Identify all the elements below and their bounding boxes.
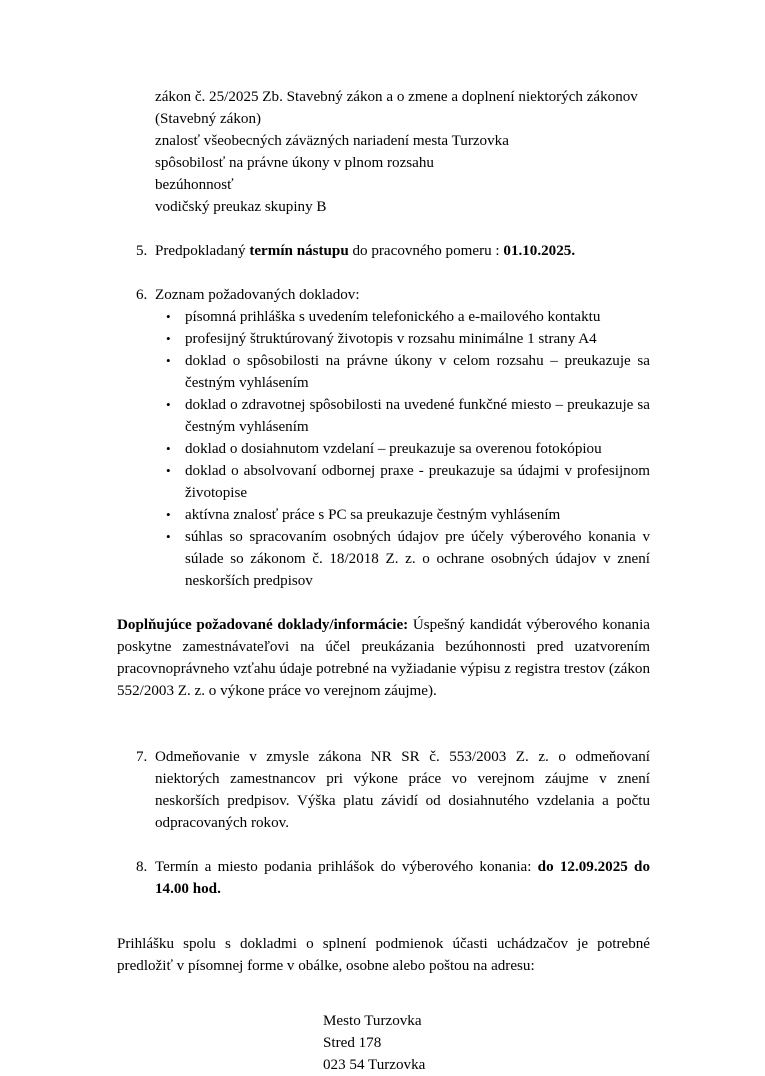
supplementary-paragraph-body: Úspešný kandidát výberového konania poskytne zamestnávateľovi na účel preukázania bezúhonnosti pred uzatvorením pracovnoprávneho vzťahu údaje potrebné na vyžiadanie výpisu z registra trestov (zákon 552/2003 Z. z. o výkone práce vo verejnom záujme). bbox=[117, 617, 650, 699]
item-body: Odmeňovanie v zmysle zákona NR SR č. 553/2003 Z. z. o odmeňovaní niektorých zamestnancov pri výkone práce vo verejnom záujme v znení neskorších predpisov. Výška platu závidí od dosiahnutého vzdelania a počtu odpracovaných rokov. bbox=[155, 749, 650, 831]
spacer bbox=[117, 900, 650, 933]
requirement-line: vodičský preukaz skupiny B bbox=[155, 199, 327, 215]
address-line-street: Stred 178 bbox=[323, 1035, 382, 1051]
list-item: • písomná prihláška s uvedením telefonického a e-mailového kontaktu bbox=[185, 306, 650, 328]
item-body bbox=[155, 856, 650, 900]
address-line-city: 023 54 Turzovka bbox=[323, 1057, 426, 1073]
spacer bbox=[117, 262, 650, 284]
item-body: Zoznam požadovaných dokladov: bbox=[155, 287, 360, 303]
numbered-item-7 bbox=[136, 746, 650, 834]
list-item: • doklad o dosiahnutom vzdelaní – preukazuje sa overenou fotokópiou bbox=[185, 438, 650, 460]
list-item: • súhlas so spracovaním osobných údajov pre účely výberového konania v súlade so zákonom č. 18/2018 Z. z. o ochrane osobných údajov v znení neskorších predpisov bbox=[185, 526, 650, 592]
item-text-run-bold: termín nástupu bbox=[249, 243, 349, 259]
item-number: 8. bbox=[136, 859, 148, 875]
recipient-address-block bbox=[323, 1010, 650, 1076]
item-text-run: do pracovného pomeru : bbox=[348, 243, 504, 259]
required-documents-list bbox=[117, 306, 650, 592]
address-line-organisation: Mesto Turzovka bbox=[323, 1013, 422, 1029]
numbered-item-8 bbox=[136, 856, 650, 900]
spacer bbox=[117, 218, 650, 240]
item-body bbox=[155, 240, 650, 262]
item-number: 7. bbox=[136, 749, 148, 765]
supplementary-documents-paragraph bbox=[117, 614, 650, 702]
list-item: • aktívna znalosť práce s PC sa preukazuje čestným vyhlásením bbox=[185, 504, 650, 526]
requirement-line: znalosť všeobecných záväzných nariadení mesta Turzovka bbox=[155, 133, 509, 149]
item-text-run: Predpokladaný bbox=[155, 243, 250, 259]
numbered-item-5 bbox=[136, 240, 650, 262]
requirements-continuation-list bbox=[155, 86, 650, 218]
closing-paragraph: Prihlášku spolu s dokladmi o splnení podmienok účasti uchádzačov je potrebné predložiť v písomnej forme v obálke, osobne alebo poštou na adresu: bbox=[117, 936, 650, 974]
requirement-line: zákon č. 25/2025 Zb. Stavebný zákon a o zmene a doplnení niektorých zákonov bbox=[155, 89, 638, 105]
spacer bbox=[117, 702, 650, 746]
item-text-run: Termín a miesto podania prihlášok do výberového konania: bbox=[155, 859, 538, 875]
document-body bbox=[117, 86, 650, 1076]
list-item: • doklad o zdravotnej spôsobilosti na uvedené funkčné miesto – preukazuje sa čestným vyhlásením bbox=[185, 394, 650, 438]
item-number: 6. bbox=[136, 287, 148, 303]
item-text-run-bold: 01.10.2025. bbox=[503, 243, 576, 259]
requirement-line: spôsobilosť na právne úkony v plnom rozsahu bbox=[155, 155, 434, 171]
requirement-line: bezúhonnosť bbox=[155, 177, 234, 193]
numbered-item-6 bbox=[136, 284, 650, 306]
spacer bbox=[117, 834, 650, 856]
list-item: • profesijný štruktúrovaný životopis v rozsahu minimálne 1 strany A4 bbox=[185, 328, 650, 350]
list-item: • doklad o spôsobilosti na právne úkony v celom rozsahu – preukazuje sa čestným vyhlásením bbox=[185, 350, 650, 394]
requirement-line: (Stavebný zákon) bbox=[155, 111, 262, 127]
spacer bbox=[117, 592, 650, 614]
item-text-run-bold: do 12.09.2025 do 14.00 hod. bbox=[155, 859, 650, 897]
supplementary-paragraph-lead: Doplňujúce požadované doklady/informácie: bbox=[117, 617, 409, 633]
item-number: 5. bbox=[136, 243, 148, 259]
spacer bbox=[117, 977, 650, 1010]
list-item: • doklad o absolvovaní odbornej praxe - preukazuje sa údajmi v profesijnom životopise bbox=[185, 460, 650, 504]
